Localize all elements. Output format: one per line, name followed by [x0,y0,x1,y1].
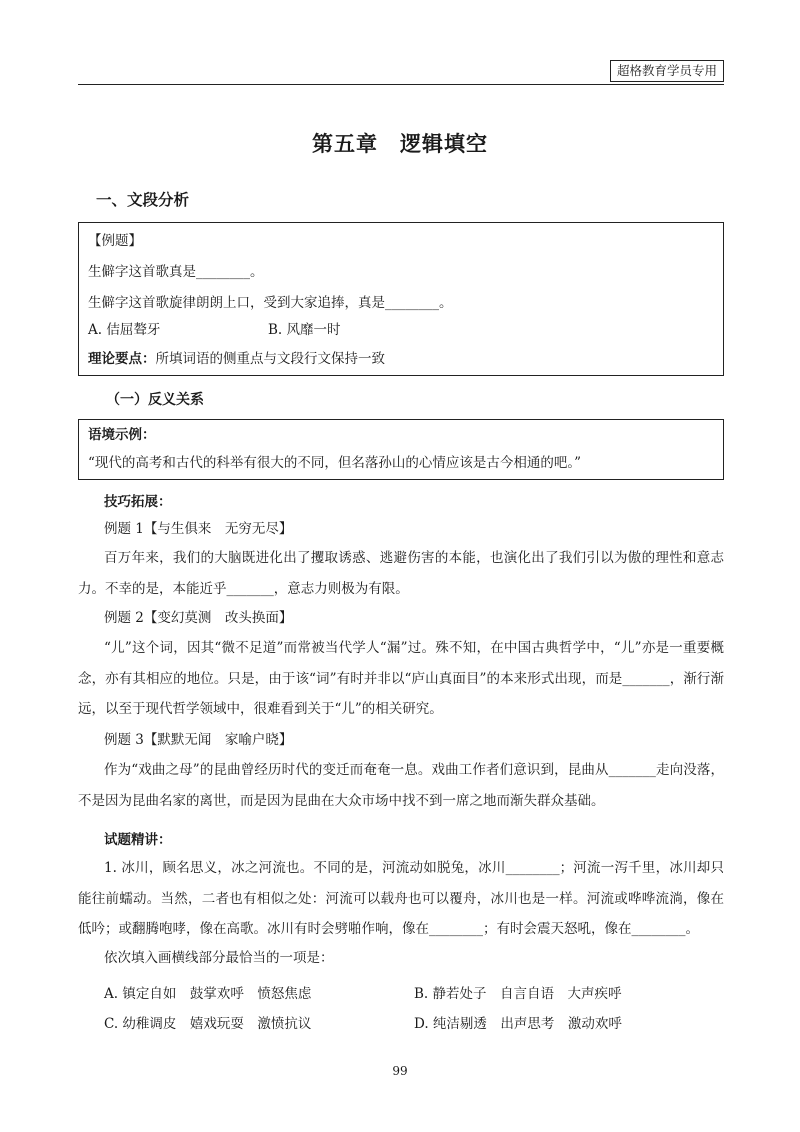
example-line-2: 生僻字这首歌旋律朗朗上口，受到大家追捧，真是________。 [88,295,453,311]
section-heading: 一、文段分析 [96,191,190,209]
example-3-title: 例题 3【默默无闻 家喻户晓】 [104,732,293,748]
practice-heading: 试题精讲： [104,832,172,848]
theory-label: 理论要点： [88,351,156,367]
example-2-title: 例题 2【变幻莫测 改头换面】 [104,610,293,626]
example-label: 【例题】 [88,233,142,249]
option-d: D. 纯洁剔透 出声思考 激动欢呼 [414,1016,622,1032]
header-tag: 超格教育学员专用 [610,60,724,82]
option-c: C. 幼稚调皮 嬉戏玩耍 激愤抗议 [104,1016,312,1032]
theory-point [88,349,385,369]
example-option-b: B. 风靡一时 [268,322,341,338]
example-1-text: 百万年来，我们的大脑既进化出了攫取诱惑、逃避伤害的本能，也演化出了我们引以为傲的理性和意志力。不幸的是，本能近乎_______，意志力则极为有限。 [78,550,724,597]
theory-text: 所填词语的侧重点与文段行文保持一致 [155,351,385,367]
question-1-text: 1. 冰川，顾名思义，冰之河流也。不同的是，河流动如脱兔，冰川________；河流一泻千里，冰川却只能往前蠕动。当然，二者也有相似之处：河流可以载舟也可以覆舟，冰川也是一样。河流或哗哗流淌，像在低吟；或翻腾咆哮，像在高歌。冰川有时会劈啪作响，像在________；有时会震天怒吼，像在________。 [78,860,724,937]
subsection-heading: （一）反义关系 [106,392,204,408]
context-quote: “现代的高考和古代的科举有很大的不同，但名落孙山的心情应该是古今相通的吧。” [88,455,582,471]
option-b: B. 静若处子 自言自语 大声疾呼 [414,986,622,1002]
example-2-text: “儿”这个词，因其“微不足道”而常被当代学人“漏”过。殊不知，在中国古典哲学中，“儿”亦是一重要概念，亦有其相应的地位。只是，由于该“词”有时并非以“庐山真面目”的本来形式出现，而是_______，渐行渐远，以至于现代哲学领域中，很难看到关于“儿”的相关研究。 [78,640,724,717]
chapter-title: 第五章 逻辑填空 [312,132,488,156]
skills-heading: 技巧拓展： [104,494,172,510]
example-line-1: 生僻字这首歌真是________。 [88,264,264,280]
example-1-title: 例题 1【与生俱来 无穷无尽】 [104,521,293,537]
option-a: A. 镇定自如 鼓掌欢呼 愤怒焦虑 [104,986,312,1002]
example-3-text: 作为“戏曲之母”的昆曲曾经历时代的变迁而奄奄一息。戏曲工作者们意识到，昆曲从_______走向没落，不是因为昆曲名家的离世，而是因为昆曲在大众市场中找不到一席之地而渐失群众基础。 [78,762,724,809]
page-number: 99 [392,1064,408,1078]
question-instruction: 依次填入画横线部分最恰当的一项是： [104,950,334,966]
example-option-a: A. 佶屈聱牙 [88,322,161,338]
context-label: 语境示例： [88,427,156,443]
header-divider [78,84,724,85]
